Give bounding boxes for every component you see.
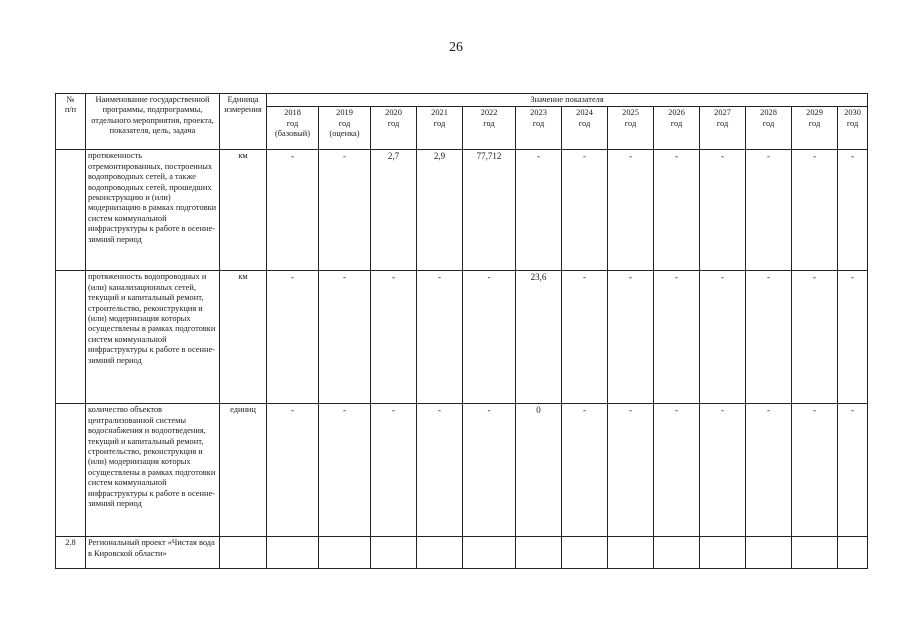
row-value: - bbox=[792, 150, 838, 271]
row-number bbox=[56, 150, 86, 271]
row-value: - bbox=[608, 150, 654, 271]
row-value bbox=[746, 537, 792, 569]
row-value: - bbox=[417, 271, 463, 404]
table-row bbox=[56, 404, 868, 537]
row-value bbox=[838, 537, 868, 569]
row-value bbox=[319, 537, 371, 569]
header-year-6 bbox=[562, 107, 608, 150]
table-row bbox=[56, 271, 868, 404]
row-value: - bbox=[562, 404, 608, 537]
header-year-2 bbox=[371, 107, 417, 150]
header-year-text: 2026 год bbox=[668, 108, 685, 128]
header-year-text: 2030 год bbox=[844, 108, 861, 128]
row-value bbox=[463, 537, 516, 569]
row-value bbox=[608, 537, 654, 569]
row-value: - bbox=[654, 404, 700, 537]
row-value: - bbox=[608, 271, 654, 404]
header-year-text: 2029 год bbox=[806, 108, 823, 128]
row-number bbox=[56, 271, 86, 404]
header-num-text: № п/п bbox=[64, 95, 77, 115]
header-year-text: 2021 год bbox=[431, 108, 448, 128]
row-value bbox=[417, 537, 463, 569]
row-unit bbox=[220, 537, 267, 569]
header-name-text: Наименование государственной программы, подпрограммы, отдельного мероприятия, проекта, показателя, цель, задача bbox=[91, 95, 214, 136]
header-year-text: 2027 год bbox=[714, 108, 731, 128]
header-year-1 bbox=[319, 107, 371, 150]
header-num bbox=[56, 94, 86, 150]
row-value: 2,9 bbox=[417, 150, 463, 271]
header-year-5 bbox=[516, 107, 562, 150]
header-year-8 bbox=[654, 107, 700, 150]
row-name: Региональный проект «Чистая вода в Кировской области» bbox=[86, 537, 220, 569]
row-unit: км bbox=[220, 271, 267, 404]
row-value: - bbox=[608, 404, 654, 537]
row-value: - bbox=[792, 271, 838, 404]
page-number: 26 bbox=[449, 40, 463, 55]
row-value: - bbox=[267, 150, 319, 271]
row-value: - bbox=[700, 404, 746, 537]
row-value: - bbox=[562, 271, 608, 404]
header-year-10 bbox=[746, 107, 792, 150]
row-name: протяженность водопроводных и (или) канализационных сетей, текущий и капитальный ремонт, строительство, реконструкция и (или) модернизация которых осуществлены в рамках подготовки систем коммунальной инфраструктуры к работе в осенне-зимний период bbox=[86, 271, 220, 404]
header-year-12 bbox=[838, 107, 868, 150]
header-year-text: 2019 год (оценка) bbox=[329, 108, 360, 139]
row-value bbox=[562, 537, 608, 569]
row-value bbox=[267, 537, 319, 569]
row-value: - bbox=[838, 271, 868, 404]
row-value: - bbox=[267, 404, 319, 537]
row-value: - bbox=[417, 404, 463, 537]
row-value: - bbox=[746, 150, 792, 271]
table-row bbox=[56, 537, 868, 569]
header-year-text: 2018 год (базовый) bbox=[274, 108, 311, 139]
indicator-table bbox=[55, 93, 868, 569]
row-value: 77,712 bbox=[463, 150, 516, 271]
header-year-9 bbox=[700, 107, 746, 150]
row-value: - bbox=[371, 404, 417, 537]
row-unit: единиц bbox=[220, 404, 267, 537]
header-unit bbox=[220, 94, 267, 150]
row-value: - bbox=[319, 150, 371, 271]
header-year-text: 2024 год bbox=[576, 108, 593, 128]
table-row bbox=[56, 150, 868, 271]
row-value: - bbox=[700, 150, 746, 271]
header-year-7 bbox=[608, 107, 654, 150]
row-value bbox=[792, 537, 838, 569]
header-year-text: 2022 год bbox=[480, 108, 498, 128]
header-year-text: 2020 год bbox=[385, 108, 402, 128]
row-value: - bbox=[746, 271, 792, 404]
row-value: - bbox=[838, 404, 868, 537]
row-value: - bbox=[700, 271, 746, 404]
header-row-top bbox=[56, 94, 868, 107]
header-value-group bbox=[267, 94, 868, 107]
row-value: - bbox=[654, 150, 700, 271]
row-value: - bbox=[463, 271, 516, 404]
row-unit: км bbox=[220, 150, 267, 271]
row-value: - bbox=[371, 271, 417, 404]
header-year-0 bbox=[267, 107, 319, 150]
row-name: количество объектов централизованной системы водоснабжения и водоотведения, текущий и капитальный ремонт, строительство, реконструкция и (или) модернизация которых осуществлены в рамках подготовки систем коммунальной инфраструктуры к работе в осенне-зимний период bbox=[86, 404, 220, 537]
row-value: 23,6 bbox=[516, 271, 562, 404]
row-value: - bbox=[516, 150, 562, 271]
row-value: - bbox=[562, 150, 608, 271]
row-value: - bbox=[267, 271, 319, 404]
row-value: - bbox=[792, 404, 838, 537]
header-year-text: 2025 год bbox=[622, 108, 639, 128]
row-value bbox=[371, 537, 417, 569]
row-value: - bbox=[838, 150, 868, 271]
header-name bbox=[86, 94, 220, 150]
row-name: протяженность отремонтированных, построенных водопроводных сетей, а также водопроводных сетей, прошедших реконструкцию и (или) модернизацию в рамках подготовки систем коммунальной инфраструктуры к работе в осенне-зимний период bbox=[86, 150, 220, 271]
row-value: 0 bbox=[516, 404, 562, 537]
row-value: - bbox=[319, 404, 371, 537]
row-value bbox=[700, 537, 746, 569]
row-value: - bbox=[746, 404, 792, 537]
row-value bbox=[516, 537, 562, 569]
row-value: 2,7 bbox=[371, 150, 417, 271]
row-number: 2.8 bbox=[56, 537, 86, 569]
header-year-3 bbox=[417, 107, 463, 150]
header-year-11 bbox=[792, 107, 838, 150]
header-year-text: 2023 год bbox=[530, 108, 547, 128]
row-value: - bbox=[463, 404, 516, 537]
header-value-group-text: Значение показателя bbox=[530, 95, 604, 104]
header-year-text: 2028 год bbox=[760, 108, 777, 128]
row-value bbox=[654, 537, 700, 569]
row-value: - bbox=[319, 271, 371, 404]
row-value: - bbox=[654, 271, 700, 404]
header-unit-text: Единица измерения bbox=[224, 95, 262, 115]
header-year-4 bbox=[463, 107, 516, 150]
row-number bbox=[56, 404, 86, 537]
